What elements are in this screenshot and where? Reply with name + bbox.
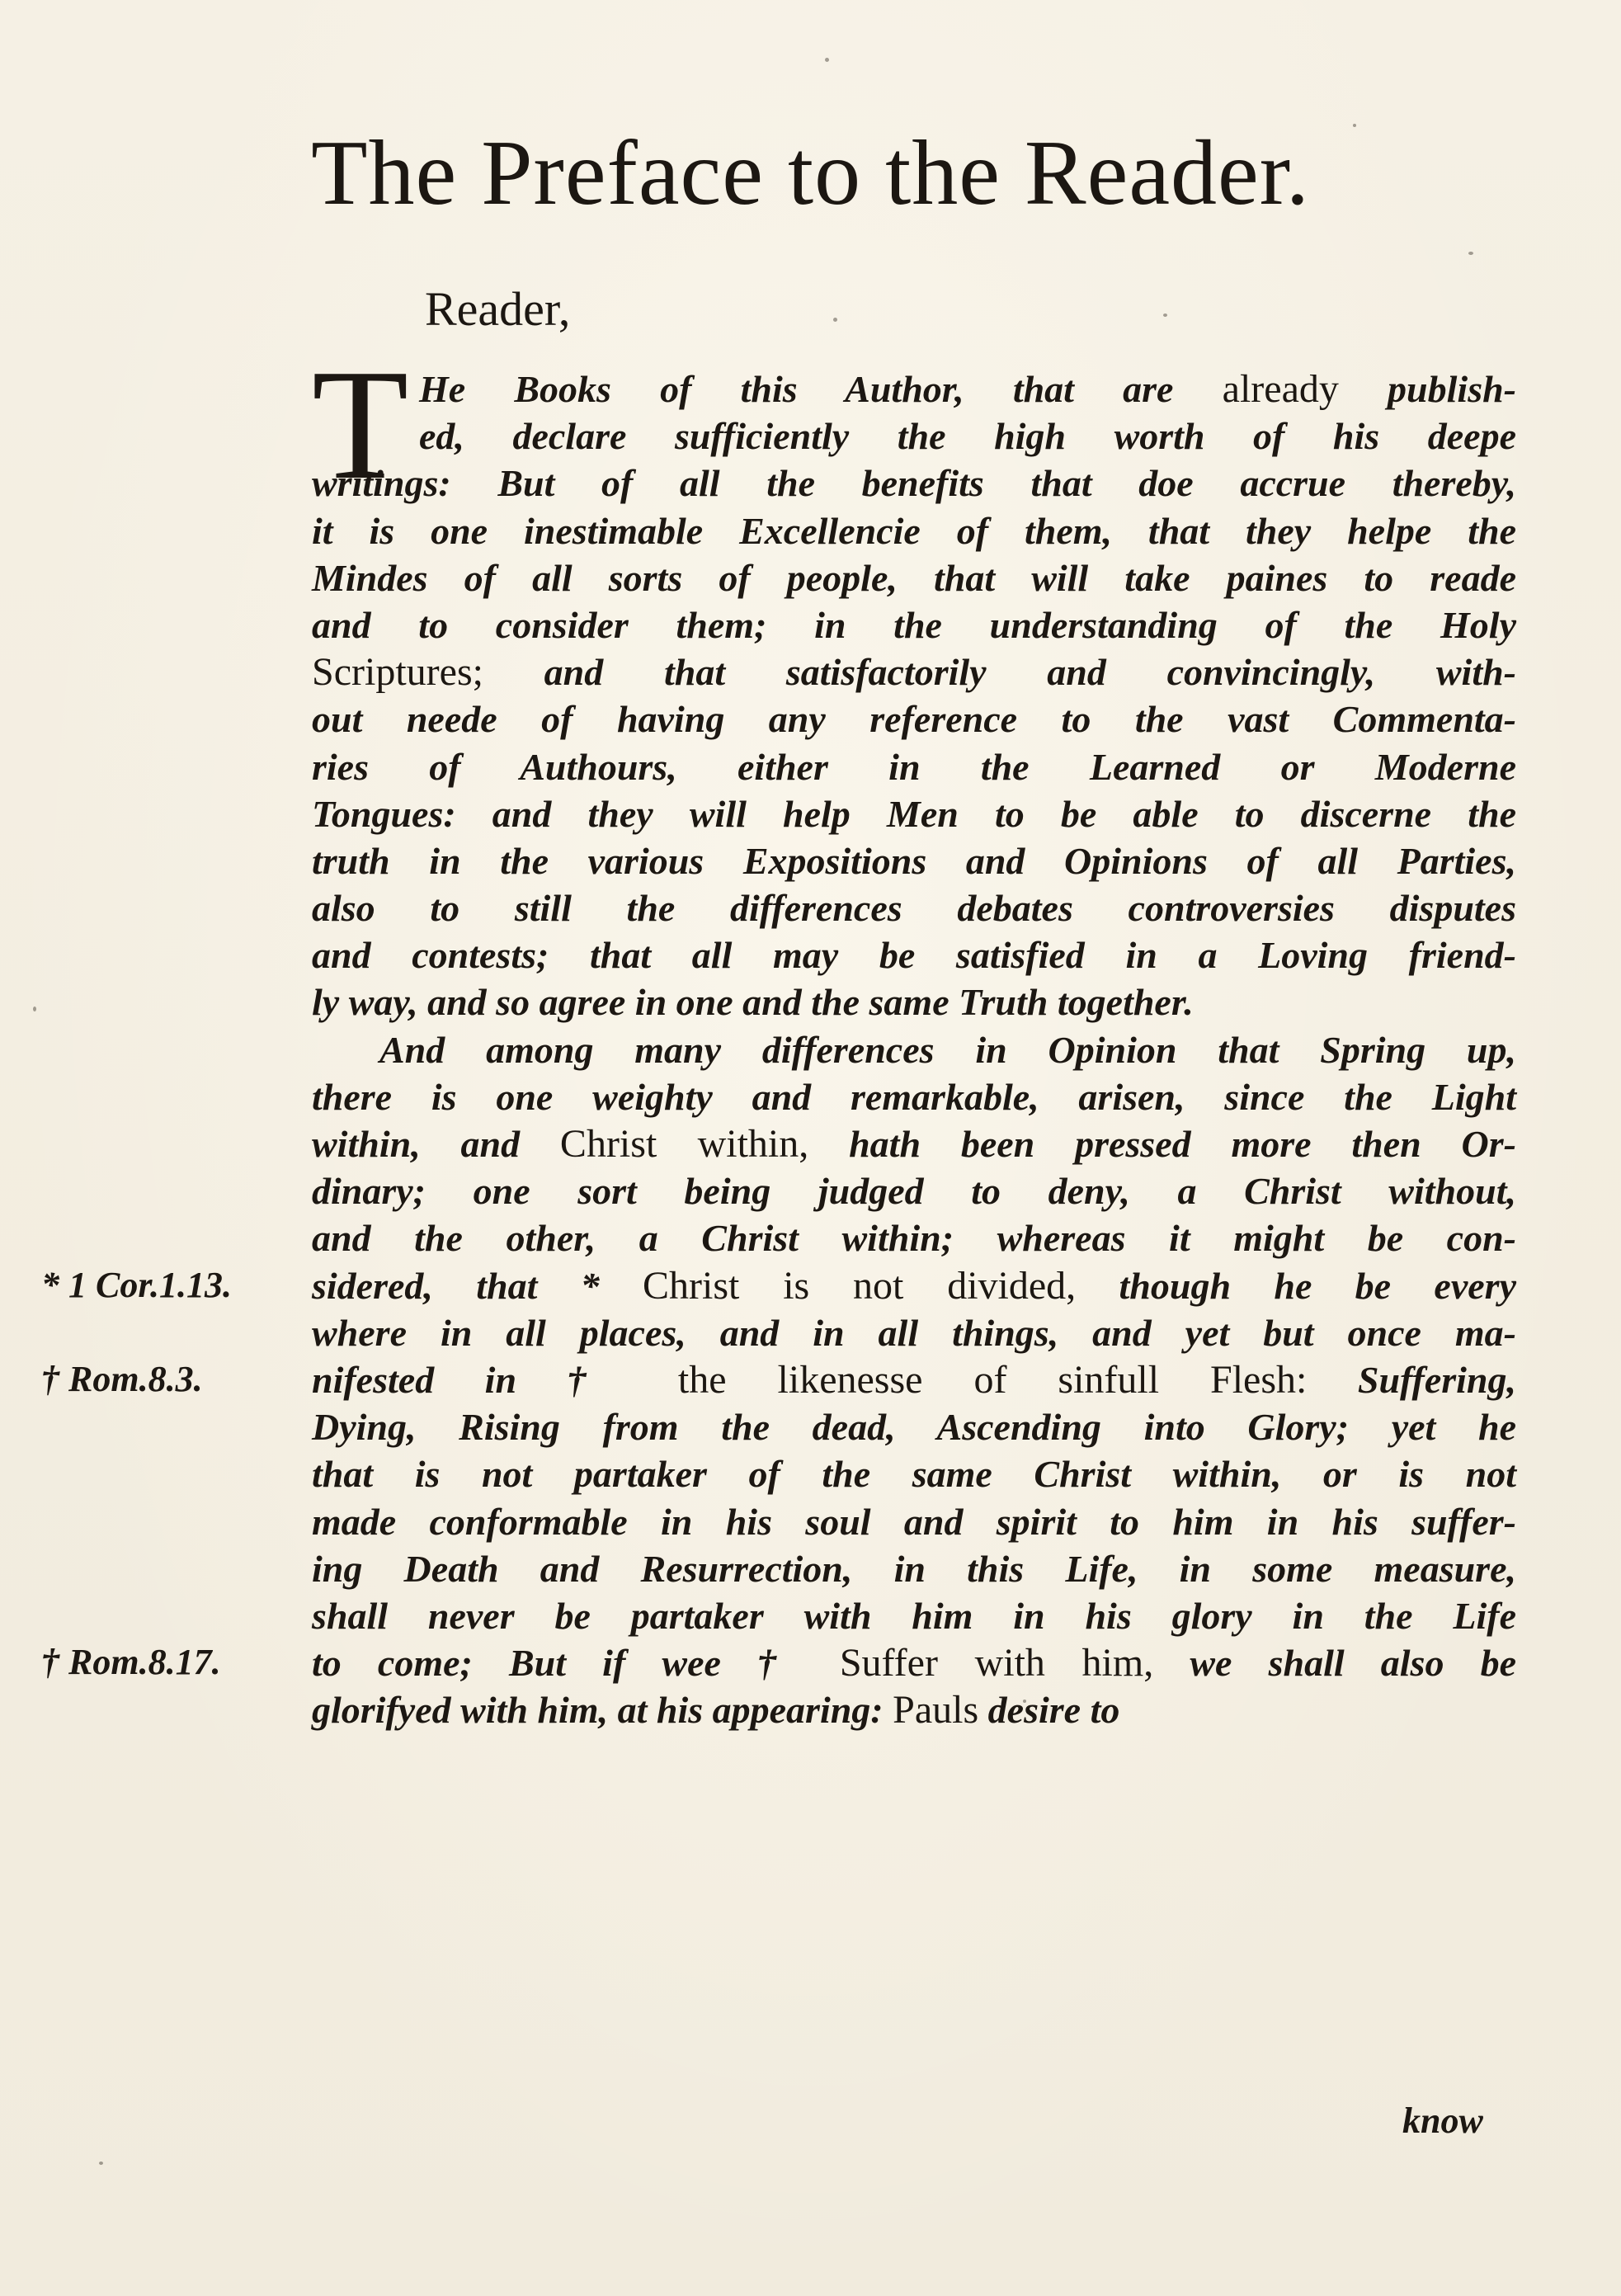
italic-text: though he be every xyxy=(1076,1264,1516,1307)
paper-speck xyxy=(1353,124,1356,127)
paper-speck xyxy=(833,318,837,322)
italic-text: And among many differences in Opinion that Spring up, xyxy=(379,1028,1516,1071)
text-line xyxy=(312,790,1516,837)
italic-text: within, and xyxy=(312,1123,560,1165)
text-line xyxy=(312,1450,1516,1497)
text-line xyxy=(312,837,1516,884)
salutation: Reader, xyxy=(425,282,571,336)
italic-text: shall never be partaker with him in his glory in the Life xyxy=(312,1594,1516,1637)
text-line xyxy=(312,507,1516,554)
italic-text: Tongues: and they will help Men to be able to discerne the xyxy=(312,792,1516,835)
italic-text: and contests; that all may be satisfied in a Loving friend- xyxy=(312,934,1516,977)
text-line xyxy=(312,1026,1516,1073)
text-line xyxy=(312,1639,1516,1686)
paper-speck xyxy=(1023,1700,1026,1703)
text-line xyxy=(312,1309,1516,1356)
italic-text: truth in the various Expositions and Opinions of all Parties, xyxy=(312,839,1516,882)
text-line xyxy=(312,1592,1516,1639)
text-line xyxy=(312,1073,1516,1120)
text-line xyxy=(312,1498,1516,1545)
italic-text: dinary; one sort being judged to deny, a Christ without, xyxy=(312,1170,1516,1213)
text-line xyxy=(312,1356,1516,1403)
paper-speck xyxy=(33,1007,36,1011)
paper-speck xyxy=(1163,314,1167,317)
text-line xyxy=(312,1167,1516,1214)
italic-text: out neede of having any reference to the vast Commenta- xyxy=(312,698,1516,741)
preface-body xyxy=(312,365,1516,1733)
italic-text: Mindes of all sorts of people, that will take paines to reade xyxy=(312,556,1516,599)
text-line xyxy=(312,884,1516,931)
italic-text: we shall also be xyxy=(1153,1642,1517,1685)
italic-text: Suffering, xyxy=(1307,1358,1517,1401)
text-line xyxy=(312,648,1516,695)
text-line xyxy=(312,978,1516,1025)
text-line xyxy=(312,743,1516,790)
italic-text: where in all places, and in all things, and yet but once ma- xyxy=(312,1311,1516,1354)
paper-speck xyxy=(825,58,829,62)
catchword: know xyxy=(1402,2100,1483,2141)
italic-text: and to consider them; in the understanding of the Holy xyxy=(312,603,1516,646)
margin-note: † Rom.8.17. xyxy=(41,1642,221,1683)
italic-text: nifested in † xyxy=(312,1358,678,1401)
text-line xyxy=(419,365,1516,413)
italic-text: also to still the differences debates controversies disputes xyxy=(312,887,1516,930)
italic-text: He Books of this Author, that are xyxy=(419,368,1223,410)
italic-text: ing Death and Resurrection, in this Life, in some measure, xyxy=(312,1547,1516,1590)
text-line xyxy=(312,1262,1516,1309)
text-line xyxy=(312,554,1516,601)
italic-text: that is not partaker of the same Christ within, or is not xyxy=(312,1453,1516,1496)
italic-text: ed, declare sufficiently the high worth of his deepe xyxy=(419,415,1516,458)
drop-cap: T xyxy=(312,337,409,512)
text-line xyxy=(312,1686,1516,1733)
italic-text: to come; But if wee † xyxy=(312,1642,840,1685)
text-line xyxy=(312,1403,1516,1450)
paper-speck xyxy=(1468,252,1473,255)
italic-text: hath been pressed more then Or- xyxy=(808,1123,1516,1165)
text-line xyxy=(312,601,1516,648)
italic-text: Dying, Rising from the dead, Ascending into Glory; yet he xyxy=(312,1406,1516,1449)
italic-text: there is one weighty and remarkable, arisen, since the Light xyxy=(312,1075,1516,1118)
text-line xyxy=(312,460,1516,507)
text-line xyxy=(312,695,1516,743)
italic-text: and that satisfactorily and convincingly, with- xyxy=(483,651,1516,694)
text-line xyxy=(312,931,1516,978)
roman-text: Scriptures; xyxy=(312,650,483,695)
margin-note: † Rom.8.3. xyxy=(41,1359,203,1400)
italic-text: desire to xyxy=(978,1689,1120,1732)
italic-text: and the other, a Christ within; whereas it might be con- xyxy=(312,1217,1516,1260)
italic-text: ries of Authours, either in the Learned or Moderne xyxy=(312,745,1516,788)
roman-text: Christ within, xyxy=(559,1122,809,1166)
text-line xyxy=(419,413,1516,460)
roman-text: Pauls xyxy=(893,1688,979,1733)
roman-text: Christ is not divided, xyxy=(643,1263,1077,1308)
italic-text: made conformable in his soul and spirit to him in his suffer- xyxy=(312,1500,1516,1543)
roman-text: the likenesse of sinfull Flesh: xyxy=(677,1357,1308,1402)
margin-note: * 1 Cor.1.13. xyxy=(41,1264,233,1305)
page-title: The Preface to the Reader. xyxy=(311,122,1310,224)
text-line xyxy=(312,1120,1516,1167)
italic-text: writings: But of all the benefits that doe accrue thereby, xyxy=(312,462,1516,505)
paper-speck xyxy=(99,2162,103,2165)
text-line xyxy=(312,1545,1516,1592)
italic-text: publish- xyxy=(1338,368,1516,410)
text-line xyxy=(312,1214,1516,1261)
italic-text: glorifyed with him, at his appearing: xyxy=(312,1689,893,1732)
italic-text: ly way, and so agree in one and the same Truth together. xyxy=(312,981,1194,1024)
roman-text: Suffer with him, xyxy=(839,1641,1154,1685)
italic-text: sidered, that * xyxy=(312,1264,643,1307)
italic-text: it is one inestimable Excellencie of them, that they helpe the xyxy=(312,509,1516,552)
roman-text: already xyxy=(1222,367,1339,411)
